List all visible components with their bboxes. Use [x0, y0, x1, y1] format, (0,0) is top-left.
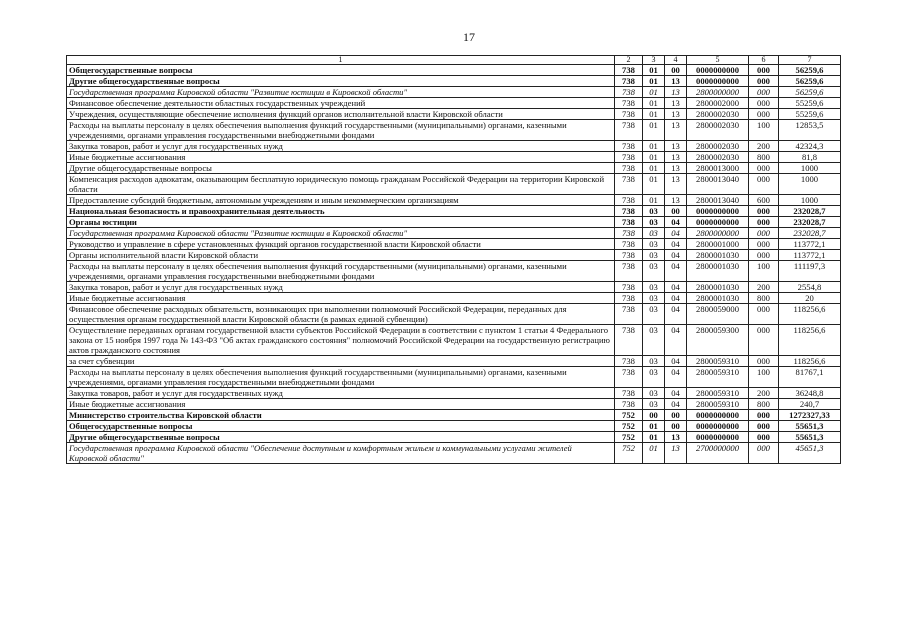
table-row — [67, 163, 841, 174]
row-section: 01 — [643, 87, 665, 98]
row-name: Учреждения, осуществляющие обеспечение исполнения функций органов исполнительной власти Кировской области — [67, 109, 615, 120]
row-name: Другие общегосударственные вопросы — [67, 163, 615, 174]
row-name: Общегосударственные вопросы — [67, 65, 615, 76]
row-subsection: 04 — [665, 261, 687, 282]
row-name: Государственная программа Кировской области "Обеспечение доступным и комфортным жильем и коммунальными услугами жителей Кировской области" — [67, 443, 615, 464]
row-expense-type: 800 — [749, 293, 779, 304]
row-expense-type: 200 — [749, 388, 779, 399]
table-row — [67, 421, 841, 432]
row-grbs: 738 — [615, 87, 643, 98]
row-target-article: 2800059310 — [687, 367, 749, 388]
header-row — [67, 56, 841, 65]
row-target-article: 0000000000 — [687, 421, 749, 432]
row-amount: 111197,3 — [779, 261, 841, 282]
table-body — [67, 65, 841, 464]
header-col-1: 1 — [67, 56, 615, 65]
header-col-2: 2 — [615, 56, 643, 65]
row-target-article: 2800001030 — [687, 282, 749, 293]
row-amount: 12853,5 — [779, 120, 841, 141]
row-target-article: 0000000000 — [687, 76, 749, 87]
row-amount: 56259,6 — [779, 87, 841, 98]
row-expense-type: 100 — [749, 367, 779, 388]
row-amount: 113772,1 — [779, 250, 841, 261]
row-name: Органы юстиции — [67, 217, 615, 228]
row-name: Министерство строительства Кировской области — [67, 410, 615, 421]
row-subsection: 04 — [665, 239, 687, 250]
header-col-7: 7 — [779, 56, 841, 65]
row-expense-type: 000 — [749, 356, 779, 367]
row-expense-type: 000 — [749, 410, 779, 421]
row-target-article: 2800001030 — [687, 250, 749, 261]
row-target-article: 2800002030 — [687, 109, 749, 120]
table-row — [67, 410, 841, 421]
row-subsection: 13 — [665, 76, 687, 87]
table-row — [67, 443, 841, 464]
row-subsection: 13 — [665, 87, 687, 98]
row-amount: 81,8 — [779, 152, 841, 163]
row-grbs: 738 — [615, 325, 643, 356]
row-expense-type: 000 — [749, 250, 779, 261]
row-subsection: 04 — [665, 228, 687, 239]
row-target-article: 2800059300 — [687, 325, 749, 356]
row-target-article: 2800002000 — [687, 98, 749, 109]
row-grbs: 738 — [615, 282, 643, 293]
row-name: Осуществление переданных органам государственной власти субъектов Российской Федерации в соответствии с пунктом 1 статьи 4 Федерального закона от 15 ноября 1997 года № 143-ФЗ "Об актах гражданского состояния" полномочий Российской Федерации на государственную регистрацию актов гражданского состояния — [67, 325, 615, 356]
row-amount: 45651,3 — [779, 443, 841, 464]
row-target-article: 2800059310 — [687, 388, 749, 399]
row-expense-type: 000 — [749, 239, 779, 250]
row-expense-type: 000 — [749, 98, 779, 109]
table-row — [67, 87, 841, 98]
table-row — [67, 293, 841, 304]
row-section: 01 — [643, 65, 665, 76]
page-number: 17 — [463, 30, 475, 44]
row-section: 03 — [643, 356, 665, 367]
table-row — [67, 399, 841, 410]
row-section: 01 — [643, 443, 665, 464]
row-expense-type: 000 — [749, 206, 779, 217]
row-name: Закупка товаров, работ и услуг для государственных нужд — [67, 141, 615, 152]
row-target-article: 2700000000 — [687, 443, 749, 464]
row-target-article: 2800001030 — [687, 261, 749, 282]
row-subsection: 13 — [665, 195, 687, 206]
row-name: Закупка товаров, работ и услуг для государственных нужд — [67, 388, 615, 399]
row-amount: 55259,6 — [779, 98, 841, 109]
row-section: 03 — [643, 261, 665, 282]
row-target-article: 2800002030 — [687, 152, 749, 163]
table-row — [67, 325, 841, 356]
row-section: 01 — [643, 76, 665, 87]
row-amount: 232028,7 — [779, 206, 841, 217]
row-subsection: 13 — [665, 109, 687, 120]
row-grbs: 738 — [615, 120, 643, 141]
row-amount: 1272327,33 — [779, 410, 841, 421]
row-expense-type: 800 — [749, 399, 779, 410]
row-amount: 55651,3 — [779, 432, 841, 443]
row-target-article: 2800013000 — [687, 163, 749, 174]
row-section: 01 — [643, 432, 665, 443]
row-expense-type: 000 — [749, 217, 779, 228]
row-section: 03 — [643, 282, 665, 293]
row-grbs: 738 — [615, 109, 643, 120]
row-grbs: 738 — [615, 217, 643, 228]
row-target-article: 2800013040 — [687, 174, 749, 195]
row-subsection: 04 — [665, 367, 687, 388]
row-subsection: 13 — [665, 432, 687, 443]
row-expense-type: 000 — [749, 174, 779, 195]
row-amount: 81767,1 — [779, 367, 841, 388]
row-name: Другие общегосударственные вопросы — [67, 76, 615, 87]
row-grbs: 738 — [615, 250, 643, 261]
row-target-article: 0000000000 — [687, 410, 749, 421]
row-amount: 1000 — [779, 195, 841, 206]
row-subsection: 00 — [665, 65, 687, 76]
row-target-article: 0000000000 — [687, 65, 749, 76]
row-subsection: 13 — [665, 152, 687, 163]
table-row — [67, 141, 841, 152]
row-grbs: 738 — [615, 76, 643, 87]
row-grbs: 738 — [615, 304, 643, 325]
row-subsection: 13 — [665, 98, 687, 109]
row-target-article: 2800000000 — [687, 87, 749, 98]
row-amount: 240,7 — [779, 399, 841, 410]
row-grbs: 738 — [615, 152, 643, 163]
row-subsection: 00 — [665, 410, 687, 421]
row-section: 03 — [643, 228, 665, 239]
table-row — [67, 432, 841, 443]
row-expense-type: 800 — [749, 152, 779, 163]
row-amount: 55651,3 — [779, 421, 841, 432]
row-section: 03 — [643, 217, 665, 228]
row-amount: 56259,6 — [779, 65, 841, 76]
row-amount: 118256,6 — [779, 304, 841, 325]
row-amount: 42324,3 — [779, 141, 841, 152]
row-name: Расходы на выплаты персоналу в целях обеспечения выполнения функций государственными (муниципальными) органами, казенными учреждениями, органами управления государственными внебюджетными фондами — [67, 261, 615, 282]
row-section: 01 — [643, 120, 665, 141]
row-subsection: 04 — [665, 388, 687, 399]
row-grbs: 738 — [615, 356, 643, 367]
row-section: 01 — [643, 109, 665, 120]
row-subsection: 04 — [665, 293, 687, 304]
row-expense-type: 000 — [749, 443, 779, 464]
row-subsection: 00 — [665, 206, 687, 217]
table-row — [67, 228, 841, 239]
row-section: 03 — [643, 293, 665, 304]
row-section: 01 — [643, 195, 665, 206]
row-name: Другие общегосударственные вопросы — [67, 432, 615, 443]
row-expense-type: 000 — [749, 325, 779, 356]
row-subsection: 00 — [665, 421, 687, 432]
table-row — [67, 152, 841, 163]
table-row — [67, 65, 841, 76]
row-expense-type: 200 — [749, 282, 779, 293]
row-section: 01 — [643, 98, 665, 109]
row-target-article: 2800059310 — [687, 356, 749, 367]
header-col-6: 6 — [749, 56, 779, 65]
row-section: 03 — [643, 206, 665, 217]
row-grbs: 738 — [615, 206, 643, 217]
row-expense-type: 000 — [749, 421, 779, 432]
row-grbs: 738 — [615, 163, 643, 174]
row-grbs: 752 — [615, 443, 643, 464]
row-name: Государственная программа Кировской области "Развитие юстиции в Кировской области" — [67, 228, 615, 239]
row-expense-type: 100 — [749, 261, 779, 282]
budget-table — [66, 55, 841, 464]
table-row — [67, 367, 841, 388]
header-col-5: 5 — [687, 56, 749, 65]
table-row — [67, 261, 841, 282]
row-section: 01 — [643, 152, 665, 163]
row-target-article: 2800059000 — [687, 304, 749, 325]
row-subsection: 04 — [665, 325, 687, 356]
row-section: 03 — [643, 399, 665, 410]
row-name: Финансовое обеспечение деятельности областных государственных учреждений — [67, 98, 615, 109]
table-row — [67, 282, 841, 293]
row-expense-type: 200 — [749, 141, 779, 152]
row-amount: 232028,7 — [779, 228, 841, 239]
row-target-article: 2800001030 — [687, 293, 749, 304]
row-grbs: 738 — [615, 141, 643, 152]
row-subsection: 13 — [665, 174, 687, 195]
table-row — [67, 206, 841, 217]
table-row — [67, 109, 841, 120]
row-target-article: 2800059310 — [687, 399, 749, 410]
row-section: 03 — [643, 304, 665, 325]
row-section: 03 — [643, 367, 665, 388]
row-expense-type: 000 — [749, 432, 779, 443]
table-row — [67, 195, 841, 206]
row-expense-type: 000 — [749, 304, 779, 325]
row-amount: 56259,6 — [779, 76, 841, 87]
header-col-3: 3 — [643, 56, 665, 65]
table-row — [67, 356, 841, 367]
table-row — [67, 388, 841, 399]
row-name: Закупка товаров, работ и услуг для государственных нужд — [67, 282, 615, 293]
table-row — [67, 120, 841, 141]
row-amount: 232028,7 — [779, 217, 841, 228]
row-subsection: 04 — [665, 399, 687, 410]
row-grbs: 738 — [615, 293, 643, 304]
row-name: Компенсация расходов адвокатам, оказывающим бесплатную юридическую помощь гражданам Российской Федерации на территории Кировской области — [67, 174, 615, 195]
row-name: Государственная программа Кировской области "Развитие юстиции в Кировской области" — [67, 87, 615, 98]
header-col-4: 4 — [665, 56, 687, 65]
row-expense-type: 000 — [749, 65, 779, 76]
row-amount: 118256,6 — [779, 356, 841, 367]
row-name: Расходы на выплаты персоналу в целях обеспечения выполнения функций государственными (муниципальными) органами, казенными учреждениями, органами управления государственными внебюджетными фондами — [67, 367, 615, 388]
table-row — [67, 98, 841, 109]
row-name: Общегосударственные вопросы — [67, 421, 615, 432]
row-section: 03 — [643, 250, 665, 261]
row-target-article: 2800001000 — [687, 239, 749, 250]
table-row — [67, 239, 841, 250]
row-subsection: 04 — [665, 304, 687, 325]
row-section: 03 — [643, 325, 665, 356]
table-row — [67, 304, 841, 325]
row-name: Иные бюджетные ассигнования — [67, 399, 615, 410]
row-grbs: 738 — [615, 367, 643, 388]
row-subsection: 04 — [665, 217, 687, 228]
row-name: Финансовое обеспечение расходных обязательств, возникающих при выполнении полномочий Российской Федерации, переданных для осуществления органам государственной власти Кировской области (в рамках единой субвенции) — [67, 304, 615, 325]
row-name: Расходы на выплаты персоналу в целях обеспечения выполнения функций государственными (муниципальными) органами, казенными учреждениями, органами управления государственными внебюджетными фондами — [67, 120, 615, 141]
row-target-article: 2800002030 — [687, 141, 749, 152]
row-grbs: 738 — [615, 98, 643, 109]
row-subsection: 13 — [665, 163, 687, 174]
row-target-article: 0000000000 — [687, 206, 749, 217]
row-grbs: 752 — [615, 410, 643, 421]
row-section: 03 — [643, 388, 665, 399]
row-target-article: 2800013040 — [687, 195, 749, 206]
table-row — [67, 174, 841, 195]
row-expense-type: 600 — [749, 195, 779, 206]
row-grbs: 738 — [615, 174, 643, 195]
row-grbs: 738 — [615, 388, 643, 399]
table-row — [67, 76, 841, 87]
row-target-article: 0000000000 — [687, 217, 749, 228]
row-grbs: 738 — [615, 399, 643, 410]
row-section: 01 — [643, 421, 665, 432]
row-name: Предоставление субсидий бюджетным, автономным учреждениям и иным некоммерческим организациям — [67, 195, 615, 206]
row-section: 03 — [643, 239, 665, 250]
row-expense-type: 000 — [749, 76, 779, 87]
row-subsection: 04 — [665, 356, 687, 367]
row-grbs: 738 — [615, 239, 643, 250]
row-section: 01 — [643, 163, 665, 174]
row-name: Иные бюджетные ассигнования — [67, 152, 615, 163]
row-section: 01 — [643, 141, 665, 152]
row-subsection: 04 — [665, 282, 687, 293]
row-name: Руководство и управление в сфере установленных функций органов государственной власти Кировской области — [67, 239, 615, 250]
row-subsection: 13 — [665, 443, 687, 464]
row-amount: 1000 — [779, 163, 841, 174]
row-target-article: 2800002030 — [687, 120, 749, 141]
row-expense-type: 000 — [749, 228, 779, 239]
row-expense-type: 100 — [749, 120, 779, 141]
row-section: 01 — [643, 174, 665, 195]
row-grbs: 752 — [615, 421, 643, 432]
row-expense-type: 000 — [749, 87, 779, 98]
row-amount: 2554,8 — [779, 282, 841, 293]
row-grbs: 738 — [615, 65, 643, 76]
row-subsection: 04 — [665, 250, 687, 261]
row-name: за счет субвенции — [67, 356, 615, 367]
row-subsection: 13 — [665, 141, 687, 152]
row-amount: 118256,6 — [779, 325, 841, 356]
row-grbs: 738 — [615, 228, 643, 239]
table-row — [67, 217, 841, 228]
table-row — [67, 250, 841, 261]
row-name: Органы исполнительной власти Кировской области — [67, 250, 615, 261]
row-grbs: 752 — [615, 432, 643, 443]
row-target-article: 0000000000 — [687, 432, 749, 443]
row-name: Иные бюджетные ассигнования — [67, 293, 615, 304]
row-target-article: 2800000000 — [687, 228, 749, 239]
row-grbs: 738 — [615, 261, 643, 282]
row-grbs: 738 — [615, 195, 643, 206]
row-amount: 55259,6 — [779, 109, 841, 120]
row-section: 00 — [643, 410, 665, 421]
row-amount: 36248,8 — [779, 388, 841, 399]
row-name: Национальная безопасность и правоохранительная деятельность — [67, 206, 615, 217]
row-amount: 1000 — [779, 174, 841, 195]
row-amount: 20 — [779, 293, 841, 304]
row-subsection: 13 — [665, 120, 687, 141]
row-expense-type: 000 — [749, 109, 779, 120]
row-amount: 113772,1 — [779, 239, 841, 250]
row-expense-type: 000 — [749, 163, 779, 174]
